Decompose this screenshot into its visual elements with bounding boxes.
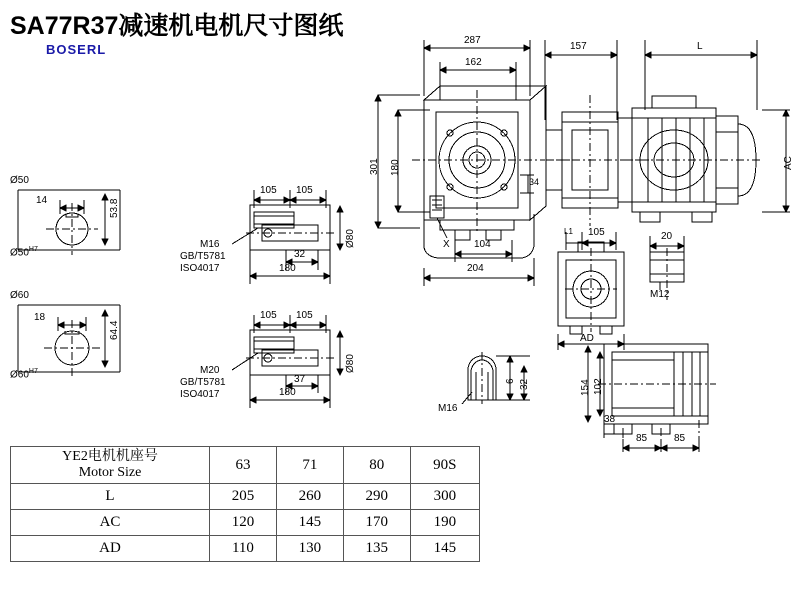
label-m20: M20 bbox=[200, 365, 220, 376]
dim-d80-top: Ø80 bbox=[345, 229, 356, 248]
table-cell-AC-90S: 190 bbox=[410, 510, 479, 536]
dim-d60h7: $Ø60^{H7}$ bbox=[10, 368, 38, 381]
table-cell-L-71: 260 bbox=[276, 484, 343, 510]
dim-d50: Ø50 bbox=[10, 175, 29, 186]
dim-154: 154 bbox=[580, 379, 591, 396]
label-gb-top: GB/T5781 bbox=[180, 251, 226, 262]
page-title: SA77R37减速机电机尺寸图纸 bbox=[10, 12, 344, 40]
dim-180-top: 180 bbox=[279, 263, 296, 274]
table-header-size-2: 80 bbox=[343, 447, 410, 484]
table-cell-AD-63: 110 bbox=[210, 536, 277, 562]
dim-64-4: 64.4 bbox=[109, 320, 120, 340]
dim-162: 162 bbox=[465, 57, 482, 68]
label-m12: M12 bbox=[650, 289, 670, 300]
dim-204: 204 bbox=[467, 263, 484, 274]
dim-32-plug: 32 bbox=[519, 378, 530, 390]
dim-102: 102 bbox=[593, 378, 604, 395]
dim-157: 157 bbox=[570, 41, 587, 52]
dim-L1: L1 bbox=[564, 227, 573, 236]
table-cell-AC-71: 145 bbox=[276, 510, 343, 536]
dim-d50h7: $Ø50^{H7}$ bbox=[10, 246, 38, 259]
dim-32: 32 bbox=[294, 249, 306, 260]
table-cell-AD-71: 130 bbox=[276, 536, 343, 562]
dim-85-left: 85 bbox=[636, 433, 648, 444]
table-header-size-3: 90S bbox=[410, 447, 479, 484]
table-row-label-AD: AD bbox=[11, 536, 210, 562]
dim-34: 34 bbox=[529, 177, 540, 187]
dim-18: 18 bbox=[34, 312, 46, 323]
dim-85-right: 85 bbox=[674, 433, 686, 444]
table-cell-AD-80: 135 bbox=[343, 536, 410, 562]
table-header-en: Motor Size bbox=[78, 465, 142, 481]
dim-d60: Ø60 bbox=[10, 290, 29, 301]
table-row bbox=[11, 536, 480, 562]
dim-105-top-right: 105 bbox=[296, 185, 313, 196]
table-header-size-1: 71 bbox=[276, 447, 343, 484]
table-header-cn: YE2电机机座号 bbox=[62, 449, 158, 464]
dim-105-ad: 105 bbox=[588, 227, 605, 238]
table-row bbox=[11, 510, 480, 536]
label-iso-bot: ISO4017 bbox=[180, 389, 220, 400]
motor-size-table bbox=[10, 446, 480, 562]
table-cell-AC-80: 170 bbox=[343, 510, 410, 536]
dim-14: 14 bbox=[36, 195, 48, 206]
brand-logo: BOSERL bbox=[46, 42, 107, 57]
dim-53-8: 53.8 bbox=[109, 198, 120, 218]
dim-d80-bot: Ø80 bbox=[345, 354, 356, 373]
dim-38: 38 bbox=[604, 414, 616, 425]
label-gb-bot: GB/T5781 bbox=[180, 377, 226, 388]
dim-180-bot: 180 bbox=[279, 387, 296, 398]
dim-104: 104 bbox=[474, 239, 491, 250]
table-cell-L-80: 290 bbox=[343, 484, 410, 510]
dim-6: 6 bbox=[505, 378, 516, 384]
table-cell-L-63: 205 bbox=[210, 484, 277, 510]
dim-37: 37 bbox=[294, 374, 306, 385]
dim-AC: AC bbox=[783, 156, 794, 170]
table-cell-L-90S: 300 bbox=[410, 484, 479, 510]
table-cell-AC-63: 120 bbox=[210, 510, 277, 536]
table-row-label-L: L bbox=[11, 484, 210, 510]
dim-X: X bbox=[443, 239, 450, 250]
table-cell-AD-90S: 145 bbox=[410, 536, 479, 562]
dim-105-bot-right: 105 bbox=[296, 310, 313, 321]
dim-105-top-left: 105 bbox=[260, 185, 277, 196]
label-m16-bottom: M16 bbox=[438, 403, 458, 414]
table-row bbox=[11, 484, 480, 510]
dim-AD: AD bbox=[580, 333, 594, 344]
table-header-label bbox=[11, 447, 210, 484]
label-m16-top: M16 bbox=[200, 239, 220, 250]
dim-105-bot-left: 105 bbox=[260, 310, 277, 321]
dim-180: 180 bbox=[390, 159, 401, 176]
dim-287: 287 bbox=[464, 35, 481, 46]
label-iso-top: ISO4017 bbox=[180, 263, 220, 274]
table-header-size-0: 63 bbox=[210, 447, 277, 484]
table-row bbox=[11, 447, 480, 484]
table-row-label-AC: AC bbox=[11, 510, 210, 536]
dim-301: 301 bbox=[369, 158, 380, 175]
dim-20: 20 bbox=[661, 231, 673, 242]
dim-L: L bbox=[697, 41, 703, 52]
